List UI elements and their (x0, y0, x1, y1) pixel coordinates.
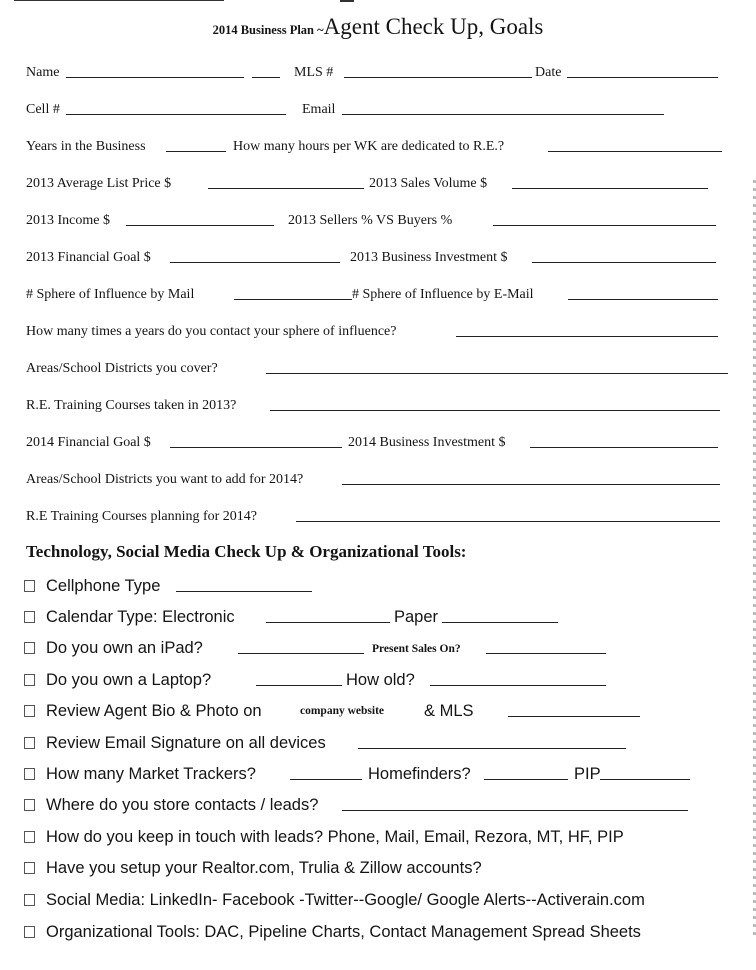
name-field-extra[interactable] (252, 77, 280, 78)
section-heading: Technology, Social Media Check Up & Organizational Tools: (26, 542, 467, 561)
how-old-label: How old? (346, 671, 415, 689)
review-bio-field[interactable] (508, 716, 640, 717)
paper-label: Paper (394, 608, 439, 626)
signature-field[interactable] (358, 748, 626, 749)
avg-list-label: 2013 Average List Price $ (26, 176, 172, 191)
name-label: Name (26, 65, 60, 80)
laptop-label: Do you own a Laptop? (46, 671, 212, 689)
sphere-email-label: # Sphere of Influence by E-Mail (352, 287, 534, 302)
top-rule-mark (340, 0, 354, 2)
checkbox[interactable] (24, 831, 35, 843)
fin-goal-2014-label: 2014 Financial Goal $ (26, 435, 151, 450)
top-rule (14, 0, 224, 1)
row-training-taken (26, 394, 730, 414)
training-plan-label: R.E Training Courses planning for 2014? (26, 509, 257, 524)
checkbox[interactable] (24, 642, 35, 654)
checkbox[interactable] (24, 768, 35, 780)
date-label: Date (535, 65, 562, 80)
row-areas-add (26, 468, 730, 488)
check-store-contacts (24, 793, 724, 815)
setup-accounts-label: Have you setup your Realtor.com, Trulia & Zillow accounts? (46, 859, 482, 877)
store-contacts-field[interactable] (342, 810, 688, 811)
training-plan-field[interactable] (296, 521, 720, 522)
checkbox[interactable] (24, 894, 35, 906)
bus-invest-2013-label: 2013 Business Investment $ (350, 250, 508, 265)
contact-times-field[interactable] (456, 336, 718, 337)
hours-label: How many hours per WK are dedicated to R.E.? (233, 139, 505, 154)
sellers-buyers-label: 2013 Sellers % VS Buyers % (288, 213, 453, 228)
cell-label: Cell # (26, 102, 60, 117)
check-signature (24, 731, 724, 753)
check-ipad (24, 636, 724, 658)
checkbox[interactable] (24, 705, 35, 717)
row-years (26, 135, 730, 155)
review-bio-label: Review Agent Bio & Photo on (46, 702, 262, 720)
row-fin-goal-2014 (26, 431, 730, 451)
email-label: Email (302, 102, 336, 117)
company-website-label: company website (300, 705, 385, 717)
cellphone-label: Cellphone Type (46, 577, 161, 595)
check-calendar (24, 605, 724, 627)
check-keep-touch (24, 825, 724, 847)
sales-volume-label: 2013 Sales Volume $ (369, 176, 488, 191)
ipad-label: Do you own an iPad? (46, 639, 203, 657)
income-label: 2013 Income $ (26, 213, 110, 228)
years-field[interactable] (166, 151, 226, 152)
years-label: Years in the Business (26, 139, 146, 154)
bus-invest-2014-field[interactable] (530, 447, 718, 448)
fin-goal-2014-field[interactable] (170, 447, 342, 448)
areas-label: Areas/School Districts you cover? (26, 361, 218, 376)
and-mls-label: & MLS (424, 702, 474, 720)
row-areas (26, 357, 730, 377)
store-contacts-label: Where do you store contacts / leads? (46, 796, 319, 814)
row-sphere (26, 283, 730, 303)
email-field[interactable] (342, 114, 664, 115)
income-field[interactable] (126, 225, 274, 226)
pip-field[interactable] (600, 779, 690, 780)
hours-field[interactable] (548, 151, 722, 152)
laptop-field[interactable] (256, 685, 342, 686)
row-contact-times (26, 320, 730, 340)
checkbox[interactable] (24, 926, 35, 938)
homefinders-field[interactable] (484, 779, 568, 780)
pip-label: PIP (574, 765, 601, 783)
org-tools-label: Organizational Tools: DAC, Pipeline Charts, Contact Management Spread Sheets (46, 923, 641, 941)
signature-label: Review Email Signature on all devices (46, 734, 326, 752)
title-main: Agent Check Up, Goals (323, 14, 544, 39)
checkbox[interactable] (24, 737, 35, 749)
calendar-paper-field[interactable] (442, 622, 558, 623)
calendar-electronic-field[interactable] (266, 622, 390, 623)
page-title (0, 14, 756, 40)
cellphone-field[interactable] (176, 591, 312, 592)
avg-list-field[interactable] (208, 188, 364, 189)
row-avg-list (26, 172, 730, 192)
homefinders-label: Homefinders? (368, 765, 471, 783)
areas-add-label: Areas/School Districts you want to add for 2014? (26, 472, 304, 487)
mls-field[interactable] (344, 77, 532, 78)
check-review-bio (24, 699, 724, 721)
keep-touch-label: How do you keep in touch with leads? Phone, Mail, Email, Rezora, MT, HF, PIP (46, 828, 624, 846)
trackers-field[interactable] (290, 779, 362, 780)
cell-field[interactable] (66, 114, 286, 115)
check-trackers (24, 762, 724, 784)
checkbox[interactable] (24, 799, 35, 811)
row-training-plan (26, 505, 730, 525)
training-taken-field[interactable] (270, 410, 720, 411)
how-old-field[interactable] (430, 685, 606, 686)
social-media-label: Social Media: LinkedIn- Facebook -Twitter--Google/ Google Alerts--Activerain.com (46, 891, 645, 909)
row-name (26, 61, 730, 81)
fin-goal-2013-label: 2013 Financial Goal $ (26, 250, 151, 265)
row-cell (26, 98, 730, 118)
checkbox[interactable] (24, 862, 35, 874)
checkbox[interactable] (24, 674, 35, 686)
fin-goal-2013-field[interactable] (170, 262, 340, 263)
bus-invest-2013-field[interactable] (532, 262, 716, 263)
row-income (26, 209, 730, 229)
trackers-label: How many Market Trackers? (46, 765, 256, 783)
sphere-mail-field[interactable] (234, 299, 352, 300)
present-sales-field[interactable] (486, 653, 606, 654)
contact-times-label: How many times a years do you contact your sphere of influence? (26, 324, 397, 339)
name-field[interactable] (66, 77, 244, 78)
checkbox[interactable] (24, 611, 35, 623)
check-org-tools (24, 920, 734, 942)
sphere-mail-label: # Sphere of Influence by Mail (26, 287, 195, 302)
ipad-field[interactable] (238, 653, 364, 654)
check-setup-accounts (24, 856, 724, 878)
present-sales-label: Present Sales On? (372, 643, 461, 655)
check-laptop (24, 668, 724, 690)
areas-add-field[interactable] (342, 484, 720, 485)
calendar-label: Calendar Type: Electronic (46, 608, 235, 626)
training-taken-label: R.E. Training Courses taken in 2013? (26, 398, 237, 413)
check-social-media (24, 888, 734, 910)
check-cellphone (24, 574, 724, 596)
mls-label: MLS # (294, 65, 334, 80)
sales-volume-field[interactable] (512, 188, 708, 189)
checkbox[interactable] (24, 580, 35, 592)
bus-invest-2014-label: 2014 Business Investment $ (348, 435, 506, 450)
sellers-buyers-field[interactable] (493, 225, 716, 226)
sphere-email-field[interactable] (568, 299, 718, 300)
date-field[interactable] (567, 77, 718, 78)
title-prefix: 2014 Business Plan ~ (212, 23, 324, 37)
row-fin-goal-2013 (26, 246, 730, 266)
areas-field[interactable] (266, 373, 728, 374)
